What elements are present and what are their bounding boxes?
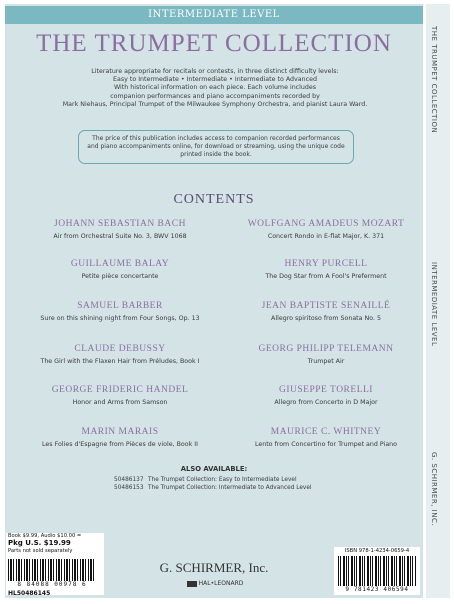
contents-heading: CONTENTS bbox=[173, 192, 255, 207]
price-line-2: Pkg U.S. $19.99 bbox=[8, 539, 71, 547]
piece-title: Allegro spiritoso from Sonata No. 5 bbox=[271, 315, 381, 322]
notice-line: and piano accompaniments online, for download or streaming, using the unique code bbox=[87, 143, 345, 150]
composer-name: MARIN MARAIS bbox=[81, 427, 159, 437]
description-line: Easy to Intermediate • Intermediate • Intermediate to Advanced bbox=[113, 76, 317, 84]
composer-name: CLAUDE DEBUSSY bbox=[74, 344, 166, 354]
online-audio-notice bbox=[78, 130, 354, 164]
book-title: THE TRUMPET COLLECTION bbox=[36, 30, 392, 57]
composer-name: GUILLAUME BALAY bbox=[70, 259, 170, 269]
contents-entry bbox=[20, 259, 220, 280]
contents-entry bbox=[226, 344, 426, 365]
piece-title: Concert Rondo in E-flat Major, K. 371 bbox=[267, 233, 385, 240]
item-title: The Trumpet Collection: Easy to Intermediate Level bbox=[148, 477, 297, 483]
contents-entry bbox=[20, 385, 220, 406]
composer-name: WOLFGANG AMADEUS MOZART bbox=[247, 219, 405, 229]
contents-entry bbox=[226, 301, 426, 322]
description-line: Mark Niehaus, Principal Trumpet of the Milwaukee Symphony Orchestra, and pianist Laura Ward. bbox=[62, 100, 368, 108]
composer-name: MAURICE C. WHITNEY bbox=[270, 427, 382, 437]
notice-line: printed inside the book. bbox=[180, 151, 252, 158]
description bbox=[50, 68, 380, 109]
composer-name: GIUSEPPE TORELLI bbox=[279, 385, 373, 395]
hl-item-code: HL50486145 bbox=[8, 590, 51, 597]
composer-name: SAMUEL BARBER bbox=[77, 301, 163, 311]
contents-entry bbox=[20, 427, 220, 448]
isbn-number: ISBN 978-1-4234-0659-4 bbox=[344, 548, 410, 554]
composer-name: JEAN BAPTISTE SENAILLÉ bbox=[261, 301, 391, 311]
level-band: INTERMEDIATE LEVEL bbox=[5, 6, 423, 24]
description-line: With historical information on each piece. Each volume includes bbox=[113, 84, 317, 92]
piece-title: The Dog Star from A Fool's Preferment bbox=[265, 273, 387, 280]
composer-name: GEORGE FRIDERIC HANDEL bbox=[51, 385, 189, 395]
piece-title: Trumpet Air bbox=[307, 358, 345, 365]
piece-title: Lento from Concertino for Trumpet and Piano bbox=[254, 441, 398, 448]
piece-title: Allegro from Concerto in D Major bbox=[274, 399, 378, 406]
also-available-list bbox=[114, 476, 374, 492]
piece-title: The Girl with the Flaxen Hair from Préludes, Book I bbox=[40, 358, 200, 365]
item-title: The Trumpet Collection: Intermediate to Advanced Level bbox=[148, 485, 312, 491]
spine-title: THE TRUMPET COLLECTION bbox=[430, 26, 438, 134]
composer-name: HENRY PURCELL bbox=[284, 259, 368, 269]
piece-title: Les Folies d'Espagne from Pièces de viole, Book II bbox=[42, 441, 198, 448]
description-line: companion performances and piano accompaniments recorded by bbox=[110, 92, 320, 100]
distributor-logo bbox=[160, 580, 270, 587]
upc-digits: 8 84088 00978 6 bbox=[17, 581, 87, 588]
composer-name: JOHANN SEBASTIAN BACH bbox=[54, 219, 186, 229]
contents-entry bbox=[226, 427, 426, 448]
spine-publisher: G. SCHIRMER, INC. bbox=[430, 452, 438, 527]
piece-title: Sure on this shining night from Four Songs, Op. 13 bbox=[40, 315, 200, 322]
notice-line: The price of this publication includes access to companion recorded performances bbox=[92, 135, 340, 142]
contents-entry bbox=[20, 219, 220, 240]
isbn-barcode bbox=[338, 556, 416, 586]
also-available-item bbox=[114, 476, 374, 484]
distributor-name: HAL•LEONARD bbox=[198, 580, 244, 587]
price-line-3: Parts not sold separately bbox=[8, 548, 73, 554]
isbn-block bbox=[334, 547, 420, 595]
piece-title: Honor and Arms from Samson bbox=[72, 399, 168, 406]
contents-entry bbox=[226, 259, 426, 280]
contents-entry bbox=[20, 301, 220, 322]
also-available-heading: ALSO AVAILABLE: bbox=[180, 465, 248, 473]
contents-entry bbox=[226, 385, 426, 406]
composer-name: GEORG PHILIPP TELEMANN bbox=[258, 344, 394, 354]
item-number: 50486153 bbox=[114, 485, 144, 491]
contents-entry bbox=[20, 344, 220, 365]
isbn-digits: 9 781423 406594 bbox=[345, 586, 409, 593]
also-available-item bbox=[114, 484, 374, 492]
hal-leonard-logo-icon bbox=[187, 581, 197, 587]
description-line: Literature appropriate for recitals or contests, in three distinct difficulty levels: bbox=[91, 68, 339, 75]
publisher-name: G. SCHIRMER, Inc. bbox=[159, 560, 269, 575]
spine-level: INTERMEDIATE LEVEL bbox=[430, 262, 438, 347]
piece-title: Air from Orchestral Suite No. 3, BWV 1068 bbox=[53, 233, 187, 240]
item-number: 50486137 bbox=[114, 477, 144, 483]
piece-title: Petite pièce concertante bbox=[81, 273, 159, 280]
contents-entry bbox=[226, 219, 426, 240]
price-line-1: Book $9.99, Audio $10.00 = bbox=[8, 533, 82, 539]
